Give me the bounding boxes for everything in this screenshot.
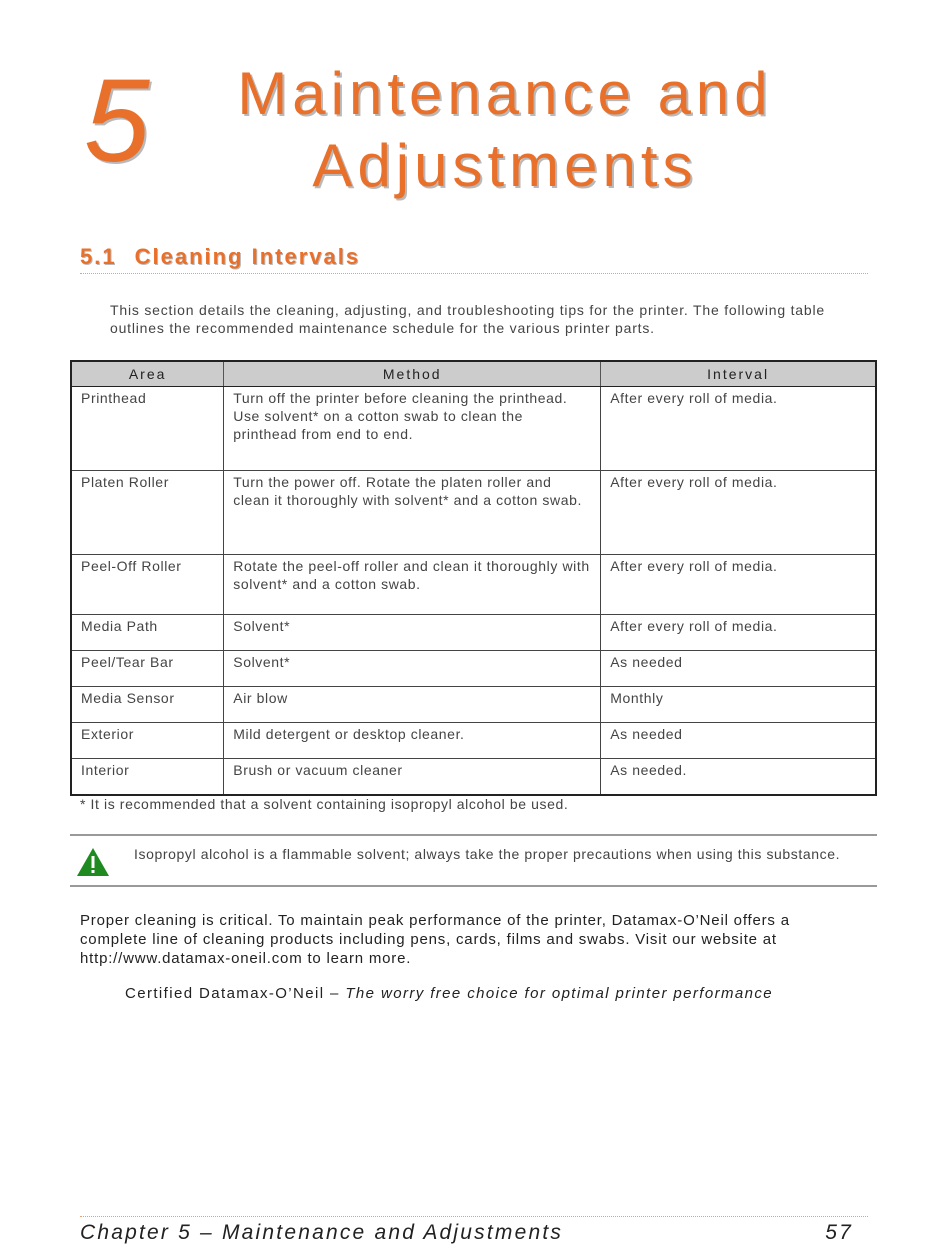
table-row [71,615,876,651]
cell-area: Printhead [71,387,224,471]
warning-bottom-rule [70,885,877,887]
section-divider [80,273,868,274]
chapter-title-line1: Maintenance and [237,60,773,127]
tagline-slogan: The worry free choice for optimal printer performance [345,985,774,1002]
cell-method: Turn off the printer before cleaning the printhead. Use solvent* on a cotton swab to clean the printhead from end to end. [224,387,601,471]
table-row [71,555,876,615]
cell-interval: Monthly [601,687,876,723]
footer-chapter-label: Chapter 5 – Maintenance and Adjustments [80,1221,564,1244]
cell-interval: As needed [601,723,876,759]
cell-method: Mild detergent or desktop cleaner. [224,723,601,759]
chapter-title-line2: Adjustments [312,132,698,199]
cell-method: Brush or vacuum cleaner [224,759,601,795]
table-row [71,687,876,723]
warning-text: Isopropyl alcohol is a flammable solvent; always take the proper precautions when using this substance. [134,846,841,862]
table-row [71,471,876,555]
cell-area: Platen Roller [71,471,224,555]
intro-paragraph: This section details the cleaning, adjusting, and troubleshooting tips for the printer. The following table outlines the recommended maintenance schedule for the various printer parts. [110,302,825,336]
warning-triangle-icon [76,846,110,878]
tagline-brand: Certified Datamax-O’Neil – [125,985,346,1002]
tagline [125,985,773,1002]
table-row [71,723,876,759]
cell-interval: After every roll of media. [601,615,876,651]
header-area: Area [71,361,224,387]
cell-area: Interior [71,759,224,795]
section-heading [80,244,360,270]
table-row [71,387,876,471]
cell-method: Turn the power off. Rotate the platen roller and clean it thoroughly with solvent* and a cotton swab. [224,471,601,555]
cleaning-products-paragraph: Proper cleaning is critical. To maintain peak performance of the printer, Datamax-O’Neil offers a complete line of cleaning products including pens, cards, films and swabs. Visit our website at http://www.datamax-oneil.com to learn more. [80,912,790,967]
cell-area: Peel-Off Roller [71,555,224,615]
section-title: Cleaning Intervals [134,244,361,269]
cell-interval: After every roll of media. [601,387,876,471]
cell-method: Solvent* [224,651,601,687]
cell-interval: As needed [601,651,876,687]
cell-area: Exterior [71,723,224,759]
cell-interval: After every roll of media. [601,471,876,555]
cell-interval: As needed. [601,759,876,795]
footer-divider [80,1216,868,1217]
table-row [71,651,876,687]
header-interval: Interval [601,361,876,387]
cell-method: Solvent* [224,615,601,651]
table-row [71,759,876,795]
section-number: 5.1 [80,244,117,269]
warning-top-rule [70,834,877,836]
cell-area: Media Sensor [71,687,224,723]
cell-method: Rotate the peel-off roller and clean it thoroughly with solvent* and a cotton swab. [224,555,601,615]
cell-interval: After every roll of media. [601,555,876,615]
chapter-title [195,58,815,202]
chapter-number: 5 [84,55,150,187]
cell-method: Air blow [224,687,601,723]
maintenance-table [70,360,877,796]
page-number: 57 [825,1221,853,1244]
table-header-row [71,361,876,387]
cell-area: Peel/Tear Bar [71,651,224,687]
cell-area: Media Path [71,615,224,651]
table-footnote: * It is recommended that a solvent containing isopropyl alcohol be used. [80,796,569,812]
header-method: Method [224,361,601,387]
